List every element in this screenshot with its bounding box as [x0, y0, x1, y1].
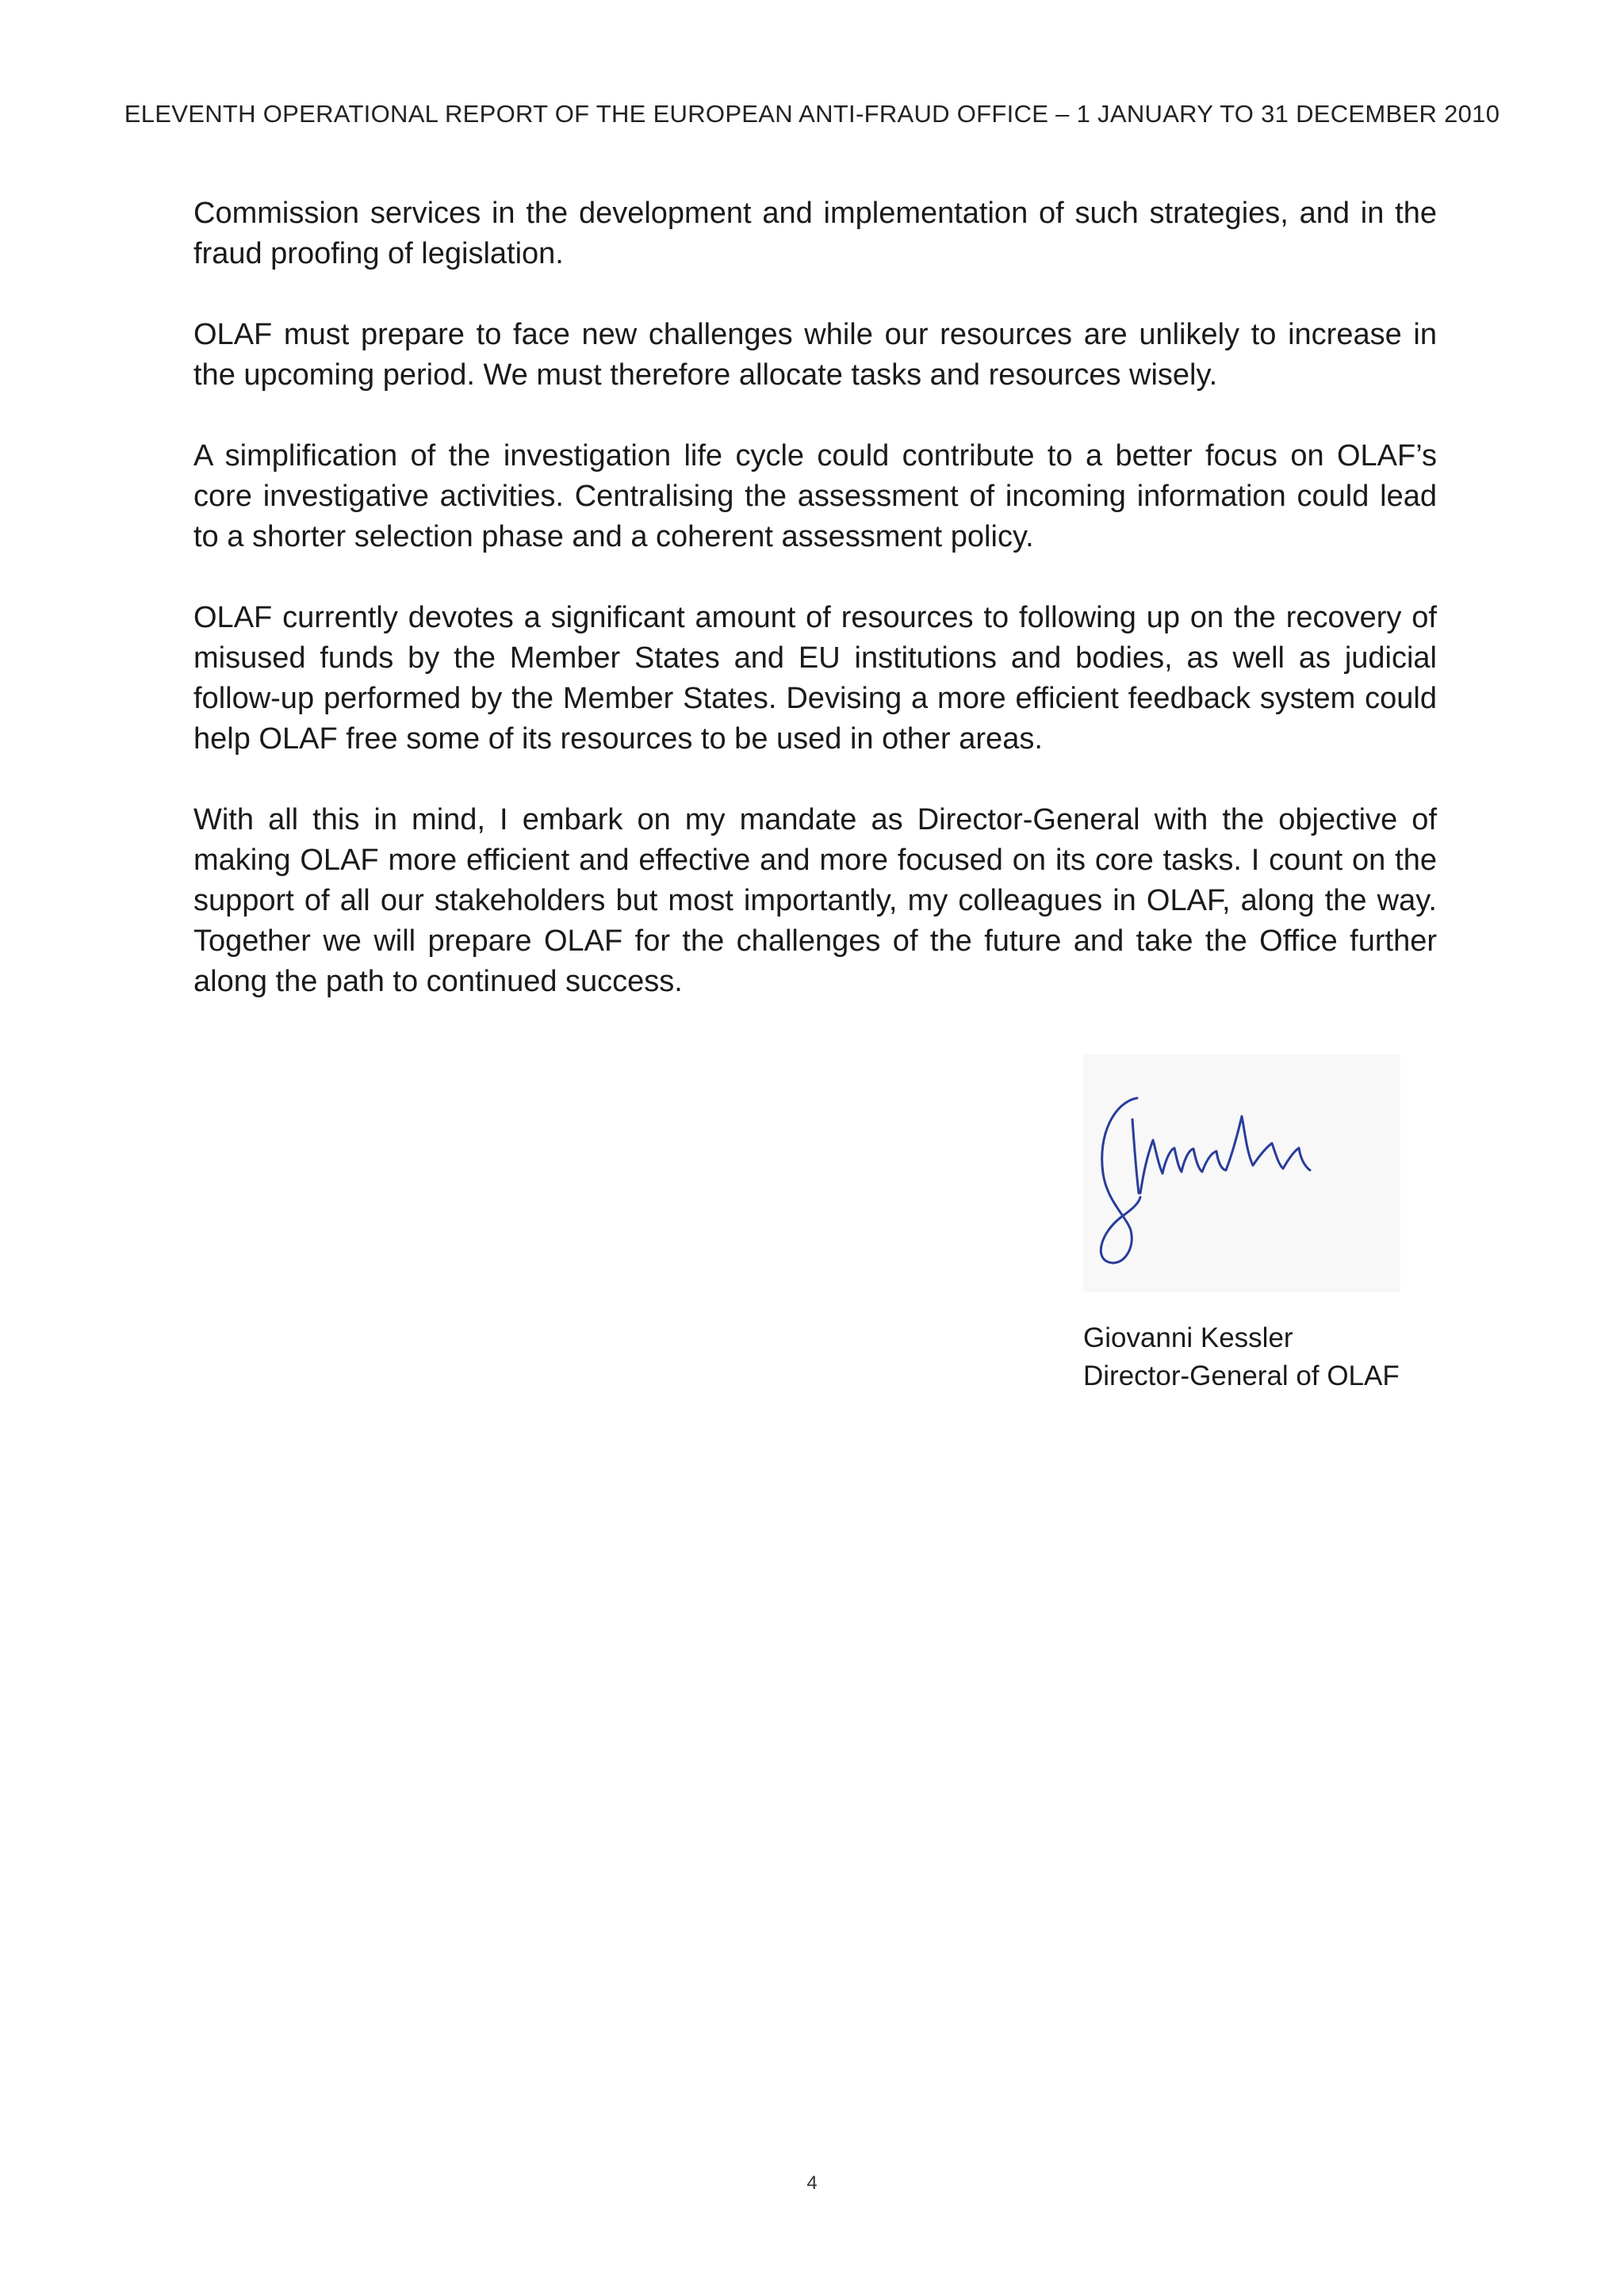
report-title: ELEVENTH OPERATIONAL REPORT OF THE EUROPEAN ANTI-FRAUD OFFICE – 1 JANUARY TO 31 DECEMBER 2010 [124, 100, 1500, 128]
paragraph: With all this in mind, I embark on my mandate as Director-General with the objective of making OLAF more efficient and effective and more focused on its core tasks. I count on the support of all our stakeholders but most importantly, my colleagues in OLAF, along the way. Together we will prepare OLAF for the challenges of the future and take the Office further along the path to continued success. [193, 803, 1437, 998]
signature-block [1083, 1054, 1416, 1395]
paragraph: Commission services in the development and implementation of such strategies, and in the fraud proofing of legislation. [193, 197, 1437, 270]
signer-name: Giovanni Kessler [1083, 1322, 1293, 1353]
paragraph: OLAF must prepare to face new challenges while our resources are unlikely to increase in the upcoming period. We must therefore allocate tasks and resources wisely. [193, 318, 1437, 392]
page-number: 4 [806, 2172, 818, 2194]
signer-role: Director-General of OLAF [1083, 1360, 1400, 1391]
running-header [0, 100, 1624, 128]
paragraph: OLAF currently devotes a significant amount of resources to following up on the recovery of misused funds by the Member States and EU institutions and bodies, as well as judicial follow-up performed by the Member States. Devising a more efficient feedback system could help OLAF free some of its resources to be used in other areas. [193, 601, 1437, 756]
letter-body [193, 193, 1437, 1043]
signer-details [1083, 1319, 1416, 1395]
handwritten-signature [1083, 1054, 1400, 1292]
paragraph: A simplification of the investigation life cycle could contribute to a better focus on OLAF’s core investigative activities. Centralising the assessment of incoming information could lead to a shorter selection phase and a coherent assessment policy. [193, 439, 1437, 553]
